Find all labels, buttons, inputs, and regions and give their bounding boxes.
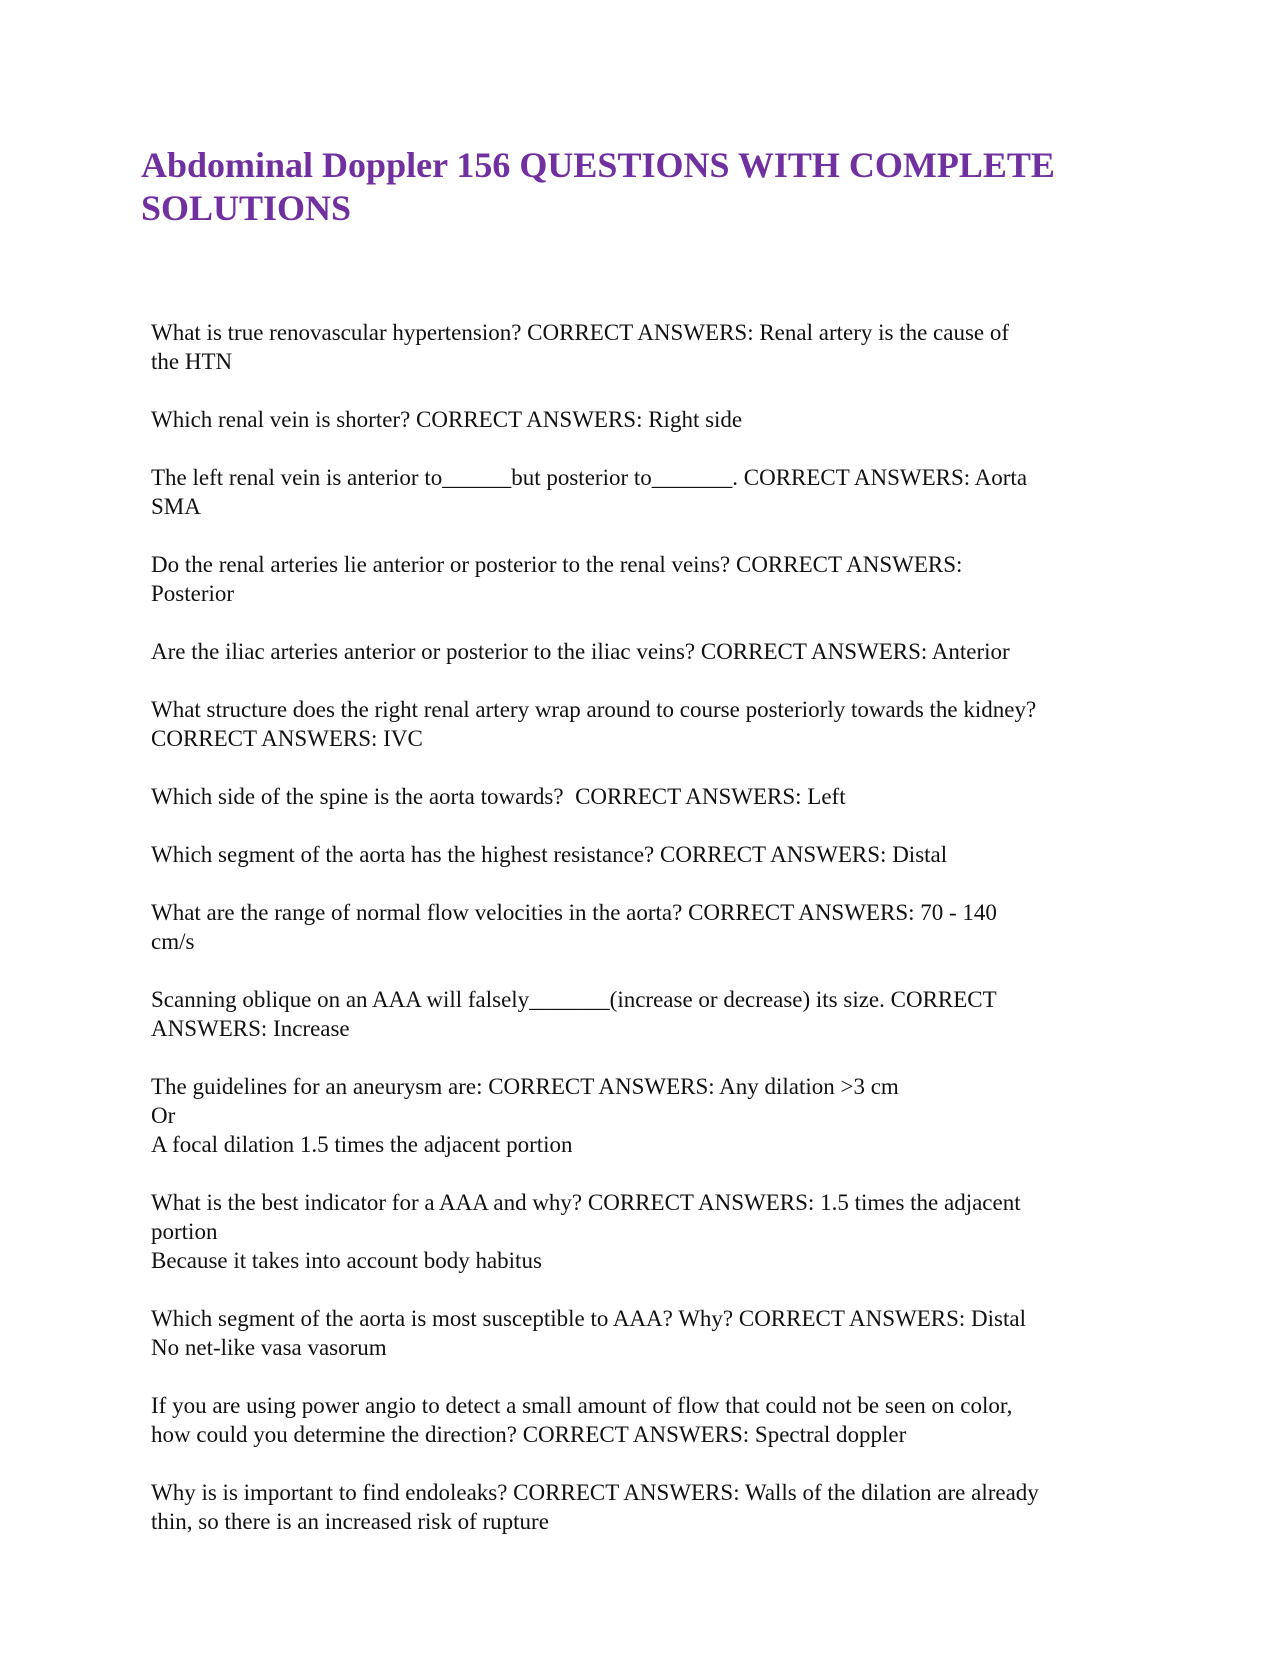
text-line: Which segment of the aorta is most susceptible to AAA? Why? CORRECT ANSWERS: Distal bbox=[151, 1306, 1026, 1331]
text-line: Scanning oblique on an AAA will falsely_______(increase or decrease) its size. CORRECT bbox=[151, 987, 997, 1012]
text-line: What is true renovascular hypertension? CORRECT ANSWERS: Renal artery is the cause of bbox=[151, 320, 1010, 345]
question-answer-list bbox=[151, 318, 1141, 1565]
text-line: Or bbox=[151, 1103, 176, 1128]
question-answer-item bbox=[151, 985, 1141, 1043]
question-answer-item bbox=[151, 840, 1141, 869]
question-answer-item bbox=[151, 1188, 1141, 1275]
text-line: CORRECT ANSWERS: IVC bbox=[151, 726, 423, 751]
question-answer-item bbox=[151, 550, 1141, 608]
text-line: Because it takes into account body habitus bbox=[151, 1248, 542, 1273]
text-line: SMA bbox=[151, 494, 201, 519]
text-line: portion bbox=[151, 1219, 218, 1244]
text-line: Which segment of the aorta has the highest resistance? CORRECT ANSWERS: Distal bbox=[151, 842, 948, 867]
text-line: What are the range of normal flow velocities in the aorta? CORRECT ANSWERS: 70 - 140 bbox=[151, 900, 997, 925]
text-line: Which renal vein is shorter? CORRECT ANSWERS: Right side bbox=[151, 407, 743, 432]
question-answer-item bbox=[151, 463, 1141, 521]
question-answer-item bbox=[151, 405, 1141, 434]
text-line: ANSWERS: Increase bbox=[151, 1016, 350, 1041]
title-line: SOLUTIONS bbox=[141, 188, 352, 228]
text-line: What is the best indicator for a AAA and why? CORRECT ANSWERS: 1.5 times the adjacent bbox=[151, 1190, 1021, 1215]
question-answer-item bbox=[151, 1304, 1141, 1362]
text-line: how could you determine the direction? CORRECT ANSWERS: Spectral doppler bbox=[151, 1422, 907, 1447]
text-line: cm/s bbox=[151, 929, 195, 954]
question-answer-item bbox=[151, 637, 1141, 666]
text-line: What structure does the right renal artery wrap around to course posteriorly towards the kidney? bbox=[151, 697, 1037, 722]
question-answer-item bbox=[151, 318, 1141, 376]
title-line: Abdominal Doppler 156 QUESTIONS WITH COMPLETE bbox=[141, 145, 1055, 185]
text-line: thin, so there is an increased risk of rupture bbox=[151, 1509, 549, 1534]
question-answer-item bbox=[151, 782, 1141, 811]
text-line: If you are using power angio to detect a small amount of flow that could not be seen on color, bbox=[151, 1393, 1013, 1418]
question-answer-item bbox=[151, 898, 1141, 956]
text-line: the HTN bbox=[151, 349, 233, 374]
text-line: The guidelines for an aneurysm are: CORRECT ANSWERS: Any dilation >3 cm bbox=[151, 1074, 899, 1099]
text-line: The left renal vein is anterior to______but posterior to_______. CORRECT ANSWERS: Aorta bbox=[151, 465, 1028, 490]
text-line: Which side of the spine is the aorta towards? CORRECT ANSWERS: Left bbox=[151, 784, 846, 809]
text-line: Posterior bbox=[151, 581, 235, 606]
text-line: Do the renal arteries lie anterior or posterior to the renal veins? CORRECT ANSWERS: bbox=[151, 552, 963, 577]
text-line: Why is is important to find endoleaks? CORRECT ANSWERS: Walls of the dilation are already bbox=[151, 1480, 1039, 1505]
question-answer-item bbox=[151, 695, 1141, 753]
text-line: A focal dilation 1.5 times the adjacent portion bbox=[151, 1132, 573, 1157]
question-answer-item bbox=[151, 1478, 1141, 1536]
document-title bbox=[141, 144, 1141, 230]
question-answer-item bbox=[151, 1072, 1141, 1159]
text-line: Are the iliac arteries anterior or posterior to the iliac veins? CORRECT ANSWERS: Anterior bbox=[151, 639, 1010, 664]
question-answer-item bbox=[151, 1391, 1141, 1449]
text-line: No net-like vasa vasorum bbox=[151, 1335, 387, 1360]
